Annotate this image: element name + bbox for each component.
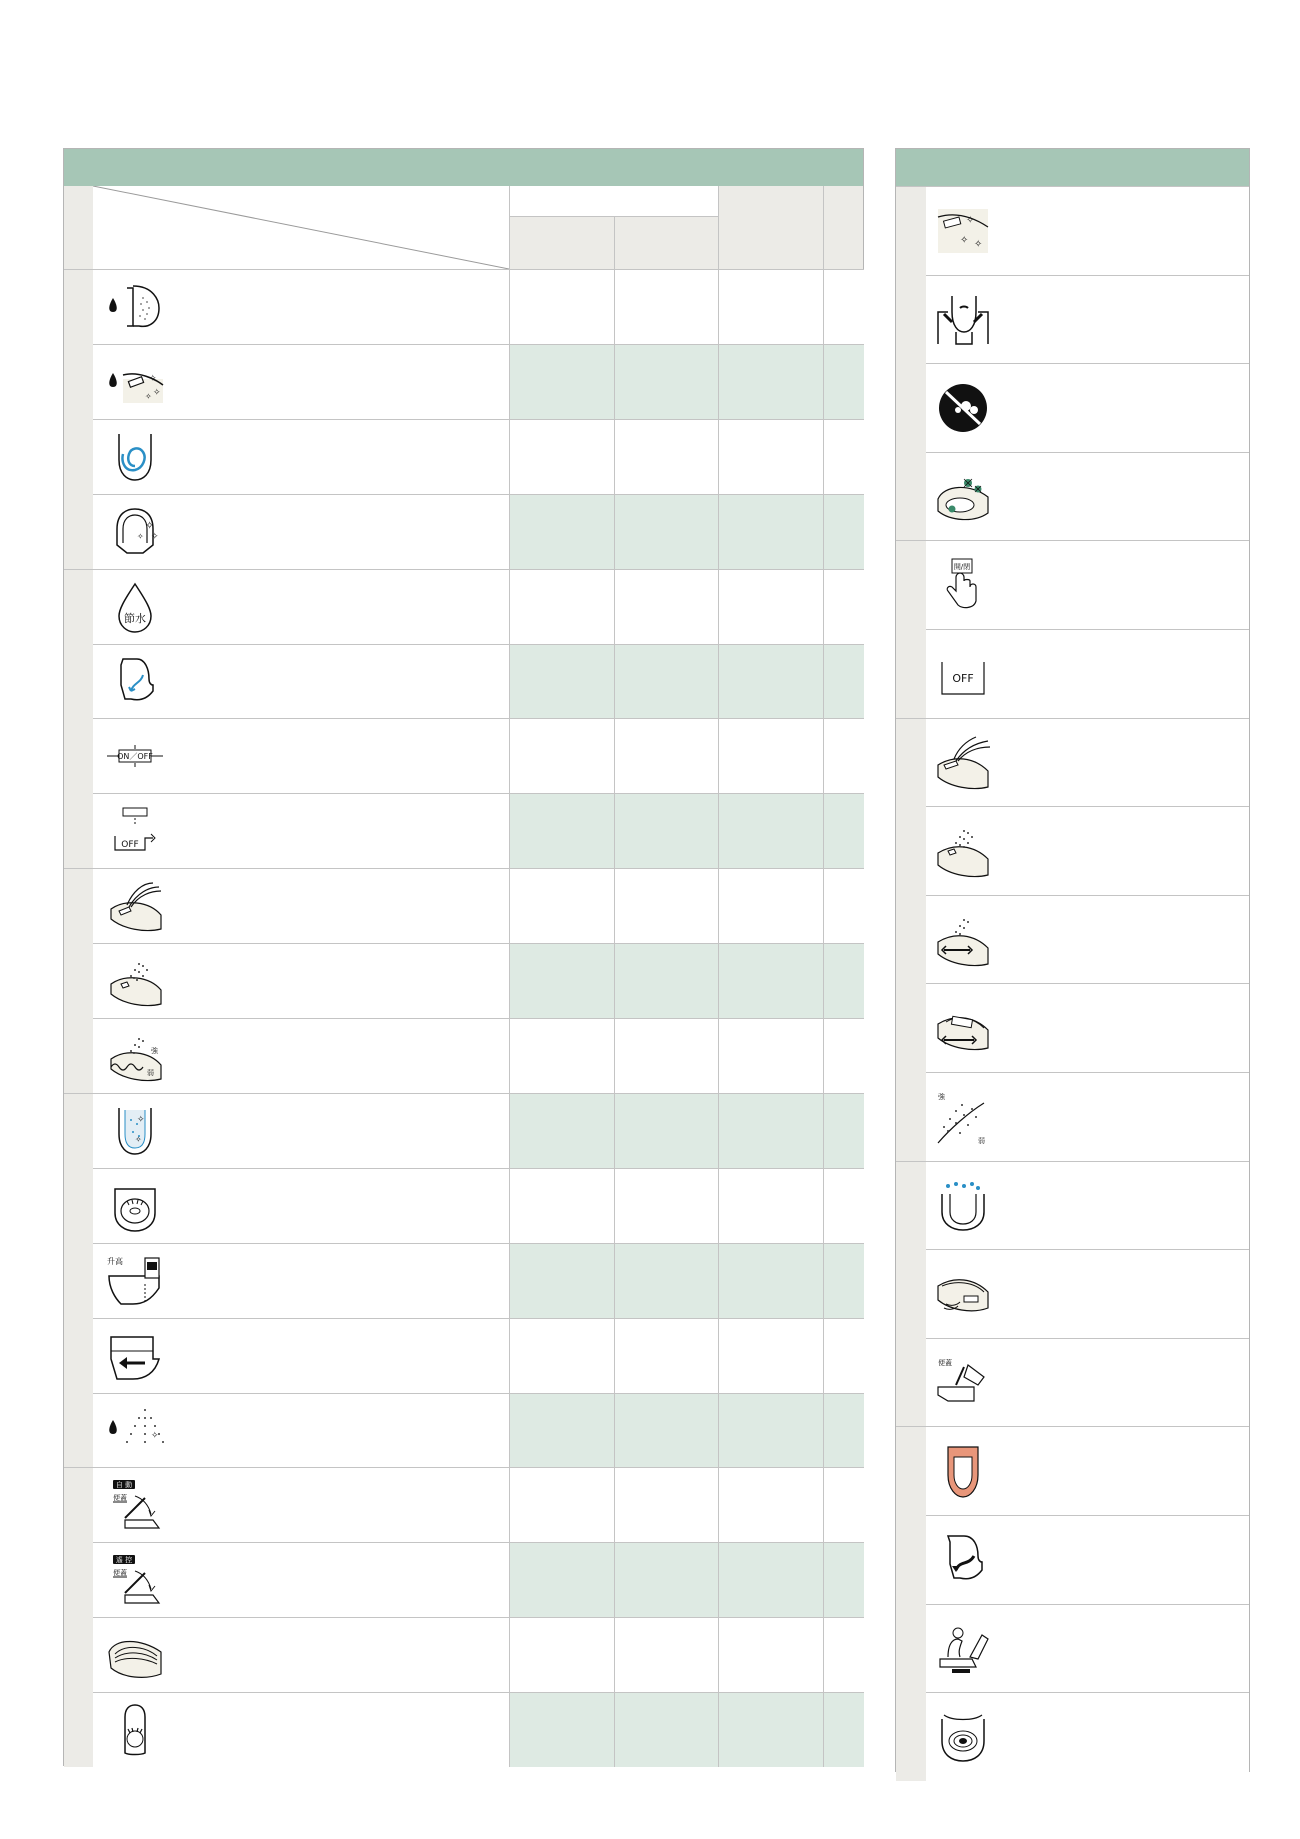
feature-icon-cell <box>926 1604 1249 1693</box>
value-cell <box>823 1542 864 1617</box>
feature-icon-cell <box>93 718 509 793</box>
feature-row <box>896 1604 1249 1693</box>
bowl-drops-icon <box>934 1178 992 1234</box>
svg-text:✧: ✧ <box>153 386 161 397</box>
feature-row <box>896 895 1249 984</box>
category-cell <box>64 419 93 494</box>
remote-seat-open-icon <box>105 1553 165 1607</box>
category-cell <box>896 275 926 364</box>
category-cell <box>896 1072 926 1161</box>
feature-row <box>896 1338 1249 1427</box>
value-cell <box>718 569 823 644</box>
value-cell <box>718 1542 823 1617</box>
value-cell <box>823 1393 864 1468</box>
category-cell <box>896 983 926 1072</box>
value-cell <box>509 1318 614 1393</box>
feature-icon-cell <box>93 569 509 644</box>
value-cell <box>509 269 614 344</box>
table-row <box>64 1318 863 1393</box>
category-cell <box>64 1467 93 1543</box>
category-cell <box>64 569 93 645</box>
value-cell <box>718 1467 823 1542</box>
icon-label: OFF <box>952 672 974 685</box>
heated-seat-icon <box>934 1443 992 1499</box>
feature-row <box>896 186 1249 275</box>
svg-text:✧: ✧ <box>137 531 144 541</box>
value-cell <box>823 868 864 943</box>
value-cell <box>718 494 823 569</box>
icon-label: 便蓋 <box>938 1358 952 1367</box>
toilet-arrows-icon <box>934 292 992 348</box>
front-wash-nozzle-icon <box>105 954 165 1008</box>
value-cell <box>509 1093 614 1168</box>
category-cell <box>896 186 926 276</box>
category-cell <box>896 1426 926 1516</box>
value-cell <box>718 1318 823 1393</box>
category-cell <box>64 718 93 793</box>
feature-icon-cell <box>926 1692 1249 1781</box>
value-cell <box>823 1617 864 1692</box>
value-cell <box>823 269 864 344</box>
value-cell <box>614 644 718 719</box>
value-cell <box>509 1168 614 1243</box>
category-cell <box>896 1515 926 1604</box>
warm-air-dryer-icon <box>934 1266 992 1322</box>
feature-icon-cell <box>93 1018 509 1093</box>
header-sub-cell-2 <box>614 216 718 269</box>
category-cell <box>896 1692 926 1781</box>
category-cell <box>64 1692 93 1767</box>
value-cell <box>718 644 823 719</box>
bowl-sparkle-icon <box>105 505 165 559</box>
feature-icon-cell <box>926 1426 1249 1515</box>
nozzle-move-icon <box>934 1000 992 1056</box>
water-saving-drop-icon <box>105 580 165 634</box>
table-row <box>64 793 863 868</box>
value-cell <box>823 569 864 644</box>
category-cell <box>896 895 926 984</box>
value-cell <box>718 269 823 344</box>
value-cell <box>823 1093 864 1168</box>
bowl-germs-icon <box>934 469 992 525</box>
value-cell <box>614 793 718 868</box>
icon-label: 遙 控 <box>115 1556 133 1565</box>
value-cell <box>614 718 718 793</box>
value-cell <box>509 344 614 419</box>
water-drop-spray-nozzle-icon <box>105 280 165 334</box>
on-off-switch-icon <box>105 729 165 783</box>
rear-wash-nozzle-icon <box>105 879 165 933</box>
feature-row <box>896 363 1249 452</box>
auto-seat-open-icon <box>105 1478 165 1532</box>
category-cell <box>64 269 93 345</box>
value-cell <box>509 644 614 719</box>
feature-icon-cell <box>926 895 1249 984</box>
seat-lid-icon <box>934 1355 992 1411</box>
category-cell <box>64 344 93 419</box>
value-cell <box>614 943 718 1018</box>
category-cell <box>64 1168 93 1243</box>
feature-icon-cell <box>93 494 509 569</box>
feature-icon-cell <box>93 419 509 494</box>
feature-icon-cell <box>926 540 1249 629</box>
feature-row <box>896 629 1249 718</box>
value-cell <box>614 1393 718 1468</box>
icon-label: OFF <box>121 840 139 851</box>
feature-icon-cell <box>93 1093 509 1168</box>
flush-arrow-icon <box>934 1532 992 1588</box>
icon-label: 弱 <box>978 1137 985 1145</box>
feature-icon-cell <box>926 1338 1249 1427</box>
feature-icon-cell <box>93 943 509 1018</box>
value-cell <box>823 1243 864 1318</box>
table-header <box>64 186 863 269</box>
value-cell <box>509 494 614 569</box>
table-title-bar <box>64 149 863 186</box>
feature-icon-cell <box>93 344 509 419</box>
feature-row <box>896 275 1249 364</box>
header-col-3 <box>718 186 823 269</box>
feature-icon-cell <box>926 718 1249 807</box>
value-cell <box>614 868 718 943</box>
category-cell <box>64 494 93 569</box>
feature-icon-cell <box>93 1168 509 1243</box>
category-cell <box>896 1604 926 1693</box>
value-cell <box>823 344 864 419</box>
feature-row <box>896 1515 1249 1604</box>
header-group-cell <box>509 186 718 216</box>
feature-icon-cell <box>926 363 1249 452</box>
feature-icon-cell <box>93 1393 509 1468</box>
table-row <box>64 718 863 793</box>
category-cell <box>64 1018 93 1093</box>
svg-text:✧: ✧ <box>149 372 157 383</box>
svg-text:✧: ✧ <box>151 530 159 541</box>
category-cell <box>896 1338 926 1427</box>
table-row <box>64 1168 863 1243</box>
category-cell <box>64 1393 93 1468</box>
icon-label: 升高 <box>107 1256 123 1266</box>
feature-comparison-table <box>63 148 864 1766</box>
value-cell <box>718 1617 823 1692</box>
icon-label: 自 動 <box>115 1481 133 1490</box>
feature-row <box>896 540 1249 629</box>
value-cell <box>718 1018 823 1093</box>
value-cell <box>614 569 718 644</box>
value-cell <box>614 494 718 569</box>
value-cell <box>509 718 614 793</box>
category-cell <box>896 363 926 452</box>
feature-icon-cell <box>926 806 1249 895</box>
value-cell <box>718 1393 823 1468</box>
tank-flush-arrow-icon <box>105 1329 165 1383</box>
feature-icon-cell <box>93 1692 509 1767</box>
category-cell <box>64 1243 93 1318</box>
feature-icon-cell <box>93 868 509 943</box>
table-row <box>64 1617 863 1692</box>
value-cell <box>509 1542 614 1617</box>
value-cell <box>614 419 718 494</box>
front-spray-icon <box>934 823 992 879</box>
value-cell <box>823 718 864 793</box>
swirl-flush-icon <box>105 430 165 484</box>
feature-row <box>896 452 1249 541</box>
header-sub-cell-1 <box>509 216 614 269</box>
value-cell <box>509 793 614 868</box>
value-cell <box>823 1018 864 1093</box>
icon-label: 節水 <box>124 611 146 625</box>
water-drop-shower-icon <box>105 1404 165 1458</box>
value-cell <box>718 943 823 1018</box>
open-close-button-icon <box>934 557 992 613</box>
feature-icon-cell <box>926 1072 1249 1161</box>
category-cell <box>896 452 926 541</box>
value-cell <box>614 1243 718 1318</box>
icon-label: ON／OFF <box>117 752 153 762</box>
feature-icon-cell <box>926 186 1249 275</box>
category-cell <box>64 1093 93 1169</box>
category-cell <box>896 1249 926 1338</box>
value-cell <box>823 943 864 1018</box>
value-cell <box>823 1467 864 1542</box>
value-cell <box>614 269 718 344</box>
feature-row <box>896 1161 1249 1250</box>
pulsating-wash-icon <box>105 1029 165 1083</box>
water-drop-nozzle-clean-icon <box>105 355 165 409</box>
feature-icon-cell <box>926 983 1249 1072</box>
category-cell <box>64 1318 93 1393</box>
value-cell <box>509 1393 614 1468</box>
table-row <box>64 1393 863 1468</box>
value-cell <box>509 1617 614 1692</box>
feature-icon-cell <box>93 644 509 719</box>
value-cell <box>614 1692 718 1767</box>
svg-text:✧: ✧ <box>137 1113 145 1124</box>
feature-icon-cell <box>926 275 1249 364</box>
icon-label: 便蓋 <box>113 1569 127 1578</box>
value-cell <box>614 1093 718 1168</box>
category-cell <box>64 1542 93 1617</box>
table-row <box>64 494 863 569</box>
value-cell <box>718 718 823 793</box>
category-cell <box>64 644 93 719</box>
value-cell <box>509 419 614 494</box>
value-cell <box>823 1692 864 1767</box>
value-cell <box>509 943 614 1018</box>
bowl-swirl-icon <box>934 1709 992 1765</box>
table-row <box>64 868 863 943</box>
category-cell <box>896 629 926 718</box>
value-cell <box>718 1692 823 1767</box>
table-row <box>64 269 863 344</box>
icon-label: 強 <box>151 1047 158 1055</box>
feature-icon-cell <box>926 1515 1249 1604</box>
value-cell <box>614 1542 718 1617</box>
table-row <box>64 1692 863 1767</box>
feature-icon-cell <box>93 793 509 868</box>
svg-text:✧: ✧ <box>145 519 155 532</box>
raised-tank-icon <box>105 1254 165 1308</box>
category-cell <box>64 943 93 1018</box>
feature-icon-cell <box>926 1249 1249 1338</box>
spray-strength-icon <box>934 1089 992 1145</box>
header-diagonal-cell <box>93 186 509 269</box>
feature-icon-cell <box>926 1161 1249 1250</box>
value-cell <box>509 1018 614 1093</box>
header-col-4 <box>823 186 863 269</box>
feature-icon-cell <box>93 1243 509 1318</box>
value-cell <box>614 1318 718 1393</box>
value-cell <box>718 868 823 943</box>
feature-icon-cell <box>926 452 1249 541</box>
feature-row <box>896 718 1249 807</box>
value-cell <box>823 419 864 494</box>
table-row <box>64 344 863 419</box>
table-row <box>64 943 863 1018</box>
value-cell <box>718 1243 823 1318</box>
feature-icon-cell <box>93 1617 509 1692</box>
value-cell <box>509 1243 614 1318</box>
value-cell <box>509 1692 614 1767</box>
feature-icon-cell <box>93 1318 509 1393</box>
table-row <box>64 644 863 719</box>
feature-row <box>896 1072 1249 1161</box>
value-cell <box>614 1617 718 1692</box>
table-title-bar-right <box>896 149 1249 186</box>
seat-deodorize-icon <box>105 1179 165 1233</box>
feature-icon-cell <box>93 1467 509 1542</box>
icon-label: 便蓋 <box>113 1494 127 1503</box>
bowl-top-view-icon <box>105 1703 165 1757</box>
feature-list-table <box>895 148 1250 1772</box>
value-cell <box>823 644 864 719</box>
feature-row <box>896 806 1249 895</box>
auto-off-box-icon <box>934 646 992 702</box>
flush-path-icon <box>105 655 165 709</box>
value-cell <box>718 1168 823 1243</box>
value-cell <box>614 1018 718 1093</box>
value-cell <box>823 1318 864 1393</box>
nozzle-clean-sparkle-icon <box>934 203 992 259</box>
value-cell <box>509 1467 614 1542</box>
value-cell <box>823 494 864 569</box>
category-cell <box>64 1617 93 1692</box>
icon-label: 開/閉 <box>953 563 971 572</box>
value-cell <box>509 868 614 943</box>
auto-off-icon <box>105 804 165 858</box>
feature-row <box>896 1249 1249 1338</box>
value-cell <box>614 1168 718 1243</box>
svg-text:✧: ✧ <box>145 391 152 401</box>
spray-move-icon <box>934 912 992 968</box>
category-cell <box>896 806 926 895</box>
anti-bacteria-disc-icon <box>934 380 992 436</box>
category-cell <box>896 1161 926 1251</box>
feature-icon-cell <box>93 1542 509 1617</box>
value-cell <box>718 419 823 494</box>
value-cell <box>614 1467 718 1542</box>
table-row <box>64 569 863 644</box>
table-row <box>64 1243 863 1318</box>
feature-row <box>896 1692 1249 1781</box>
table-row <box>64 1093 863 1168</box>
svg-text:✧: ✧ <box>974 239 983 250</box>
feature-row <box>896 983 1249 1072</box>
category-cell <box>896 718 926 808</box>
value-cell <box>823 793 864 868</box>
value-cell <box>718 793 823 868</box>
table-row <box>64 1018 863 1093</box>
rear-spray-icon <box>934 735 992 791</box>
value-cell <box>718 1093 823 1168</box>
seat-sit-icon <box>934 1621 992 1677</box>
value-cell <box>509 569 614 644</box>
svg-text:✧: ✧ <box>960 235 969 246</box>
header-category-cell <box>64 186 93 269</box>
slim-seat-icon <box>105 1628 165 1682</box>
value-cell <box>823 1168 864 1243</box>
feature-icon-cell <box>926 629 1249 718</box>
icon-label: 強 <box>938 1093 945 1101</box>
category-cell <box>896 540 926 630</box>
table-row <box>64 1542 863 1617</box>
table-row <box>64 419 863 494</box>
feature-row <box>896 1426 1249 1515</box>
icon-label: 弱 <box>147 1069 154 1077</box>
svg-text:✧: ✧ <box>135 1134 142 1144</box>
category-cell <box>64 868 93 944</box>
svg-text:✧: ✧ <box>151 1429 159 1440</box>
value-cell <box>614 344 718 419</box>
value-cell <box>718 344 823 419</box>
svg-text:✧: ✧ <box>966 215 975 226</box>
feature-icon-cell <box>93 269 509 344</box>
category-cell <box>64 793 93 868</box>
table-row <box>64 1467 863 1542</box>
bowl-mist-icon <box>105 1104 165 1158</box>
